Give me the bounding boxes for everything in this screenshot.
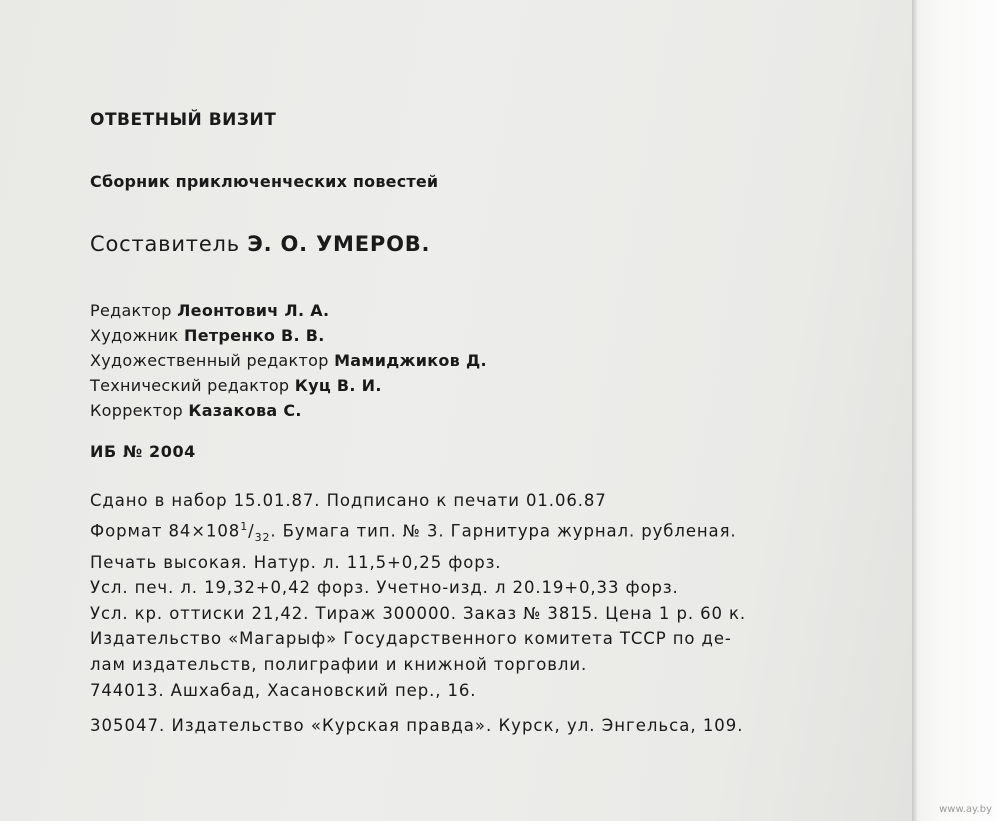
book-title: ОТВЕТНЫЙ ВИЗИТ xyxy=(90,110,277,130)
ib-number: ИБ № 2004 xyxy=(90,442,196,461)
credit-row xyxy=(90,298,487,323)
imprint-line: Печать высокая. Натур. л. 11,5+0,25 форз. xyxy=(90,552,502,572)
compiler-role: Составитель xyxy=(90,232,240,256)
format-fraction-numerator: 1 xyxy=(240,519,249,533)
credit-name: Леонтович Л. А. xyxy=(177,301,330,320)
publisher-line: лам издательств, полиграфии и книжной торговли. xyxy=(90,655,588,674)
page-edge xyxy=(912,0,1000,821)
imprint-block xyxy=(90,488,746,626)
watermark: www.ay.by xyxy=(939,804,992,815)
publisher-line: 744013. Ашхабад, Хасановский пер., 16. xyxy=(90,681,477,700)
format-fraction-denominator: 32 xyxy=(254,530,271,544)
credits-block xyxy=(90,298,487,423)
compiler-name: Э. О. УМЕРОВ. xyxy=(247,232,431,256)
format-prefix: Формат 84×108 xyxy=(90,521,241,540)
credit-name: Мамиджиков Д. xyxy=(334,351,487,370)
credit-name: Казакова С. xyxy=(188,401,302,420)
credit-row xyxy=(90,348,487,373)
credit-row xyxy=(90,323,487,348)
credit-role: Редактор xyxy=(90,301,172,320)
imprint-line: Усл. печ. л. 19,32+0,42 форз. Учетно-изд. л 20.19+0,33 форз. xyxy=(90,578,679,598)
credit-name: Куц В. И. xyxy=(294,376,382,395)
credit-name: Петренко В. В. xyxy=(184,326,325,345)
credit-row xyxy=(90,373,487,398)
imprint-line: Сдано в набор 15.01.87. Подписано к печати 01.06.87 xyxy=(90,491,607,510)
credit-row xyxy=(90,398,487,423)
compiler-line xyxy=(90,232,430,256)
format-suffix: . Бумага тип. № 3. Гарнитура журнал. рубленая. xyxy=(270,521,737,540)
credit-role: Художественный редактор xyxy=(90,351,329,370)
publisher-line: Издательство «Магарыф» Государственного комитета ТССР по де- xyxy=(90,629,732,648)
imprint-line: Усл. кр. оттиски 21,42. Тираж 300000. Заказ № 3815. Цена 1 р. 60 к. xyxy=(90,603,747,623)
publisher-block xyxy=(90,626,732,704)
imprint-format-line: Формат $84\times 108^1/_{32}$. Бумага тип. № 3. Гарнитура журнал. рубленая. xyxy=(90,519,737,544)
credit-role: Технический редактор xyxy=(90,376,290,395)
credit-role: Художник xyxy=(90,326,179,345)
printer-line: 305047. Издательство «Курская правда». Курск, ул. Энгельса, 109. xyxy=(90,716,744,735)
book-subtitle: Сборник приключенческих повестей xyxy=(90,172,439,191)
credit-role: Корректор xyxy=(90,401,183,420)
